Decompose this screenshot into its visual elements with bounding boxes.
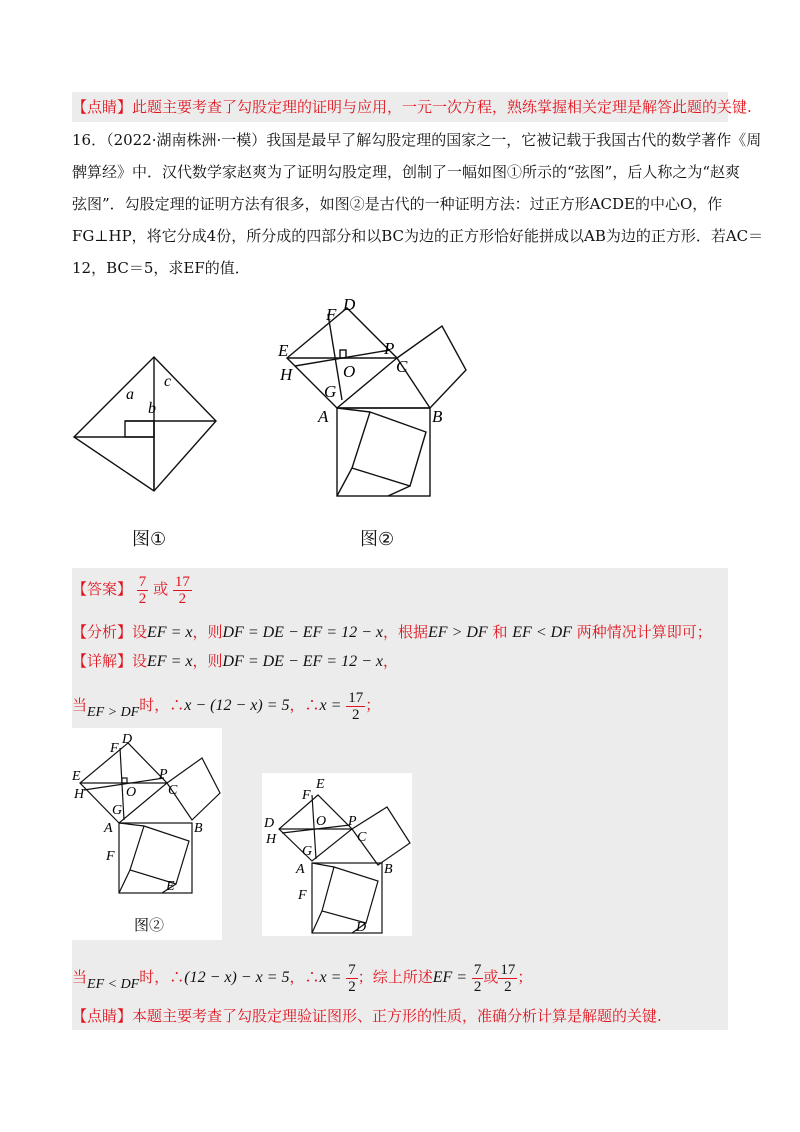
figure-2-diagram — [270, 290, 480, 505]
fig4-label-C: C — [357, 830, 367, 845]
problem-line-1: 16．（2022·湖南株洲·一模）我国是最早了解勾股定理的国家之一，它被记载于我国古代的数学著作《周 — [72, 131, 762, 149]
analysis-math-4: EF < DF — [512, 624, 572, 641]
case2-math-4: EF = — [432, 969, 468, 986]
detail-math-1: EF = x — [147, 653, 193, 670]
fig2-label-H: H — [280, 365, 293, 384]
figure-4-diagram — [262, 773, 412, 936]
case2-math-1: EF < DF — [87, 977, 140, 992]
case2-fraction-2: $\frac{7}{2}$ — [473, 961, 482, 995]
fig1-label-a: a — [126, 386, 134, 403]
bottom-comment-text: 本题主要考查了勾股定理验证图形、正方形的性质，准确分析计算是解题的关键. — [132, 1007, 662, 1025]
problem-line-3: 弦图”．勾股定理的证明方法有很多，如图②是古代的一种证明方法：过正方形ACDE的中心O，作 — [72, 195, 723, 213]
fig2-label-O: O — [343, 362, 356, 381]
case2-math-2: (12 − x) − x = 5 — [184, 969, 290, 986]
answer-tag: 【答案】 — [72, 580, 133, 598]
fig1-caption: 图① — [132, 529, 167, 550]
analysis-math-1: EF = x — [147, 624, 193, 641]
fig4-label-F2: F — [298, 888, 307, 903]
fig2-caption: 图② — [360, 529, 395, 550]
fig2-label-C: C — [396, 357, 408, 376]
bottom-comment — [72, 1006, 662, 1026]
fig3-label-G: G — [112, 803, 123, 818]
fig4-label-D2: D — [356, 920, 367, 935]
fig2-label-D: D — [343, 295, 356, 314]
case2-fraction-3: $\frac{17}{2}$ — [500, 961, 516, 995]
problem-line-4: FG⊥HP，将它分成4份，所分成的四部分和以BC为边的正方形恰好能拼成以AB为边的正方形．若AC＝ — [72, 227, 764, 245]
fig3-label-E2: E — [166, 879, 175, 894]
fig1-label-c: c — [164, 373, 172, 390]
fig3-label-C: C — [168, 783, 178, 798]
case2-math-3: x = — [319, 969, 342, 986]
fig4-label-A: A — [296, 862, 305, 877]
detail-line: 【详解】设EF = x，则DF = DE − EF = 12 − x， — [72, 652, 399, 670]
fig4-label-B: B — [384, 862, 393, 877]
comment-tag: 【点睛】 — [72, 98, 133, 116]
fig2-label-P: P — [384, 339, 395, 358]
fig2-label-B: B — [432, 407, 443, 426]
fig3-label-P: P — [159, 767, 168, 782]
analysis-line: 【分析】设EF = x，则DF = DE − EF = 12 − x，根据EF > DF 和 EF < DF 两种情况计算即可； — [72, 623, 712, 641]
case1-fraction: $\frac{17}{2}$ — [348, 689, 364, 723]
answer-fraction-1: $\frac{7}{2}$ — [138, 573, 147, 607]
problem-line-5: 12，BC＝5，求EF的值． — [72, 259, 250, 277]
fig1-label-b: b — [148, 400, 156, 417]
case2-fraction: $\frac{7}{2}$ — [348, 961, 356, 995]
case1-math-3: x = — [319, 697, 342, 714]
figure-3-diagram — [72, 728, 222, 940]
analysis-math-2: DF = DE − EF = 12 − x — [222, 624, 383, 641]
fig4-label-G: G — [302, 844, 313, 859]
fig4-label-H: H — [266, 832, 277, 847]
figure-1-diagram — [60, 355, 240, 500]
case1-math-1: EF > DF — [87, 705, 140, 720]
case1-math-2: x − (12 − x) = 5 — [184, 697, 290, 714]
fig4-label-O: O — [316, 814, 327, 829]
comment-text: 此题主要考查了勾股定理的证明与应用，一元一次方程，熟练掌握相关定理是解答此题的关键. — [132, 98, 752, 116]
case-2-line: 当EF < DF时，∴(12 − x) − x = 5，∴x = $\frac{7}{2}$ ；综上所述EF = $\frac{7}{2}$ 或 $\frac{17}{2}$ ； — [72, 961, 533, 995]
fig2-label-F: F — [326, 305, 337, 324]
analysis-math-3: EF > DF — [428, 624, 488, 641]
fig3-label-B: B — [194, 821, 203, 836]
fig3-label-E: E — [72, 769, 81, 784]
fig2-label-A: A — [318, 407, 329, 426]
bottom-comment-tag: 【点睛】 — [72, 1007, 133, 1025]
fig4-label-D: D — [264, 816, 275, 831]
fig2-label-G: G — [324, 382, 337, 401]
problem-line-2: 髀算经》中．汉代数学家赵爽为了证明勾股定理，创制了一幅如图①所示的“弦图”，后人称之为“赵爽 — [72, 163, 741, 181]
top-comment — [72, 97, 752, 117]
fig3-label-O: O — [126, 785, 137, 800]
analysis-tag: 【分析】 — [72, 623, 133, 641]
case-1-line: 当EF > DF时，∴x − (12 − x) = 5，∴x = $\frac{17}{2}$ ； — [72, 689, 381, 723]
fig4-label-P: P — [348, 814, 357, 829]
fig3-label-A: A — [104, 821, 113, 836]
fig4-label-E: E — [316, 777, 325, 792]
fig4-label-F: F — [302, 788, 311, 803]
detail-tag: 【详解】 — [72, 652, 133, 670]
fig3-label-F2: F — [106, 849, 115, 864]
fig2-label-E: E — [278, 341, 289, 360]
fig3-label-H: H — [74, 787, 85, 802]
fig3-label-F: F — [110, 741, 119, 756]
fig3-label-D: D — [122, 732, 133, 747]
fig3-caption: 图② — [134, 918, 165, 934]
detail-math-2: DF = DE − EF = 12 − x — [222, 653, 383, 670]
answer-line — [72, 572, 192, 607]
answer-fraction-2: $\frac{17}{2}$ — [174, 573, 190, 607]
answer-or: 或 — [153, 580, 169, 598]
